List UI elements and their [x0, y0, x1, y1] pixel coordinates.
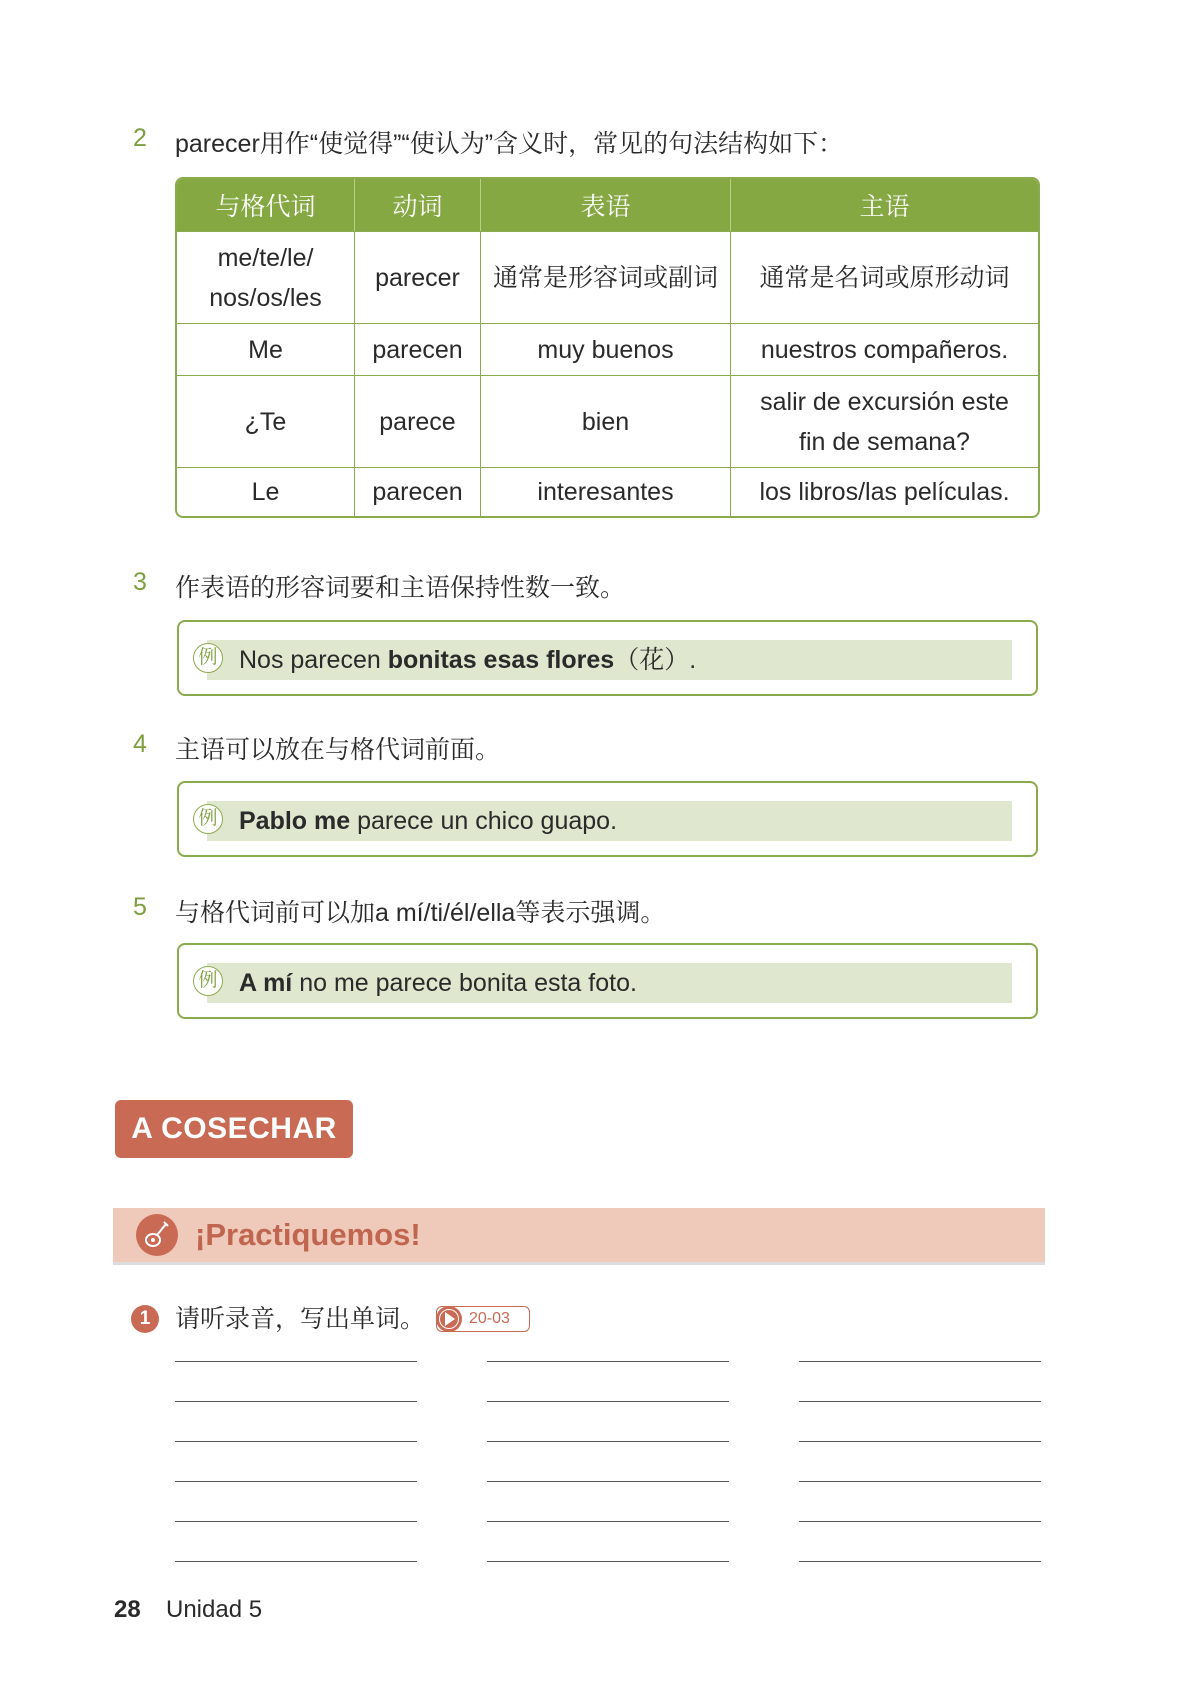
table-cell: interesantes [481, 467, 731, 516]
table-cell: muy buenos [481, 323, 731, 375]
answer-line[interactable] [175, 1521, 417, 1522]
table-cell: me/te/le/ nos/os/les [177, 231, 355, 323]
answer-line[interactable] [175, 1561, 417, 1562]
example-sentence: A mí no me parece bonita esta foto. [239, 969, 637, 997]
example-box [177, 620, 1038, 696]
example-box [177, 943, 1038, 1019]
point-text: 主语可以放在与格代词前面。 [175, 736, 501, 764]
answer-line[interactable] [487, 1441, 729, 1442]
unit-label: Unidad 5 [166, 1596, 263, 1623]
table-cell: nuestros compañeros. [731, 323, 1038, 375]
example-icon: 例 [193, 643, 223, 673]
answer-line[interactable] [799, 1481, 1041, 1482]
answer-line[interactable] [175, 1361, 417, 1362]
table-row [177, 231, 1038, 323]
example-box [177, 781, 1038, 857]
audio-track-button[interactable] [436, 1306, 530, 1332]
answer-line[interactable] [487, 1481, 729, 1482]
point-number: 5 [133, 893, 147, 921]
grammar-table [175, 177, 1040, 518]
example-sentence: Nos parecen bonitas esas flores（花）. [239, 646, 697, 674]
point-text: 作表语的形容词要和主语保持性数一致。 [175, 574, 626, 602]
answer-line[interactable] [799, 1561, 1041, 1562]
section-title-badge: A COSECHAR [115, 1100, 353, 1158]
point-text: parecer用作“使觉得”“使认为”含义时，常见的句法结构如下： [175, 130, 844, 158]
answer-line[interactable] [175, 1441, 417, 1442]
answer-line[interactable] [799, 1441, 1041, 1442]
answer-line[interactable] [487, 1361, 729, 1362]
table-cell: 通常是形容词或副词 [481, 231, 731, 323]
point-number: 2 [133, 124, 147, 152]
table-cell: bien [481, 375, 731, 467]
task-number-badge: 1 [131, 1305, 159, 1333]
table-cell: 通常是名词或原形动词 [731, 231, 1038, 323]
table-header: 主语 [731, 179, 1038, 231]
audio-track-label: 20-03 [469, 1310, 510, 1327]
table-cell: parecen [355, 323, 481, 375]
table-cell: salir de excursión este fin de semana? [731, 375, 1038, 467]
table-header: 与格代词 [177, 179, 355, 231]
table-header: 动词 [355, 179, 481, 231]
table-cell: ¿Te [177, 375, 355, 467]
guitar-icon [135, 1213, 179, 1257]
answer-line[interactable] [487, 1401, 729, 1402]
example-sentence: Pablo me parece un chico guapo. [239, 807, 618, 835]
table-row [177, 467, 1038, 516]
page-number: 28 [114, 1596, 141, 1623]
practice-title: ¡Practiquemos! [195, 1217, 421, 1252]
table-cell: los libros/las películas. [731, 467, 1038, 516]
table-cell: Me [177, 323, 355, 375]
answer-line[interactable] [175, 1481, 417, 1482]
answer-line[interactable] [799, 1401, 1041, 1402]
task-instruction: 请听录音，写出单词。 [175, 1305, 426, 1333]
answer-line[interactable] [799, 1521, 1041, 1522]
table-cell: Le [177, 467, 355, 516]
practice-band [113, 1208, 1045, 1265]
example-icon: 例 [193, 804, 223, 834]
table-cell: parece [355, 375, 481, 467]
table-cell: parecen [355, 467, 481, 516]
point-text: 与格代词前可以加a mí/ti/él/ella等表示强调。 [175, 899, 666, 927]
answer-line[interactable] [175, 1401, 417, 1402]
table-cell: parecer [355, 231, 481, 323]
point-number: 4 [133, 730, 147, 758]
table-row [177, 323, 1038, 375]
example-icon: 例 [193, 966, 223, 996]
answer-line[interactable] [799, 1361, 1041, 1362]
point-number: 3 [133, 568, 147, 596]
table-header-row [177, 179, 1038, 231]
table-row [177, 375, 1038, 467]
play-icon [436, 1306, 462, 1332]
answer-line[interactable] [487, 1561, 729, 1562]
table-header: 表语 [481, 179, 731, 231]
answer-line[interactable] [487, 1521, 729, 1522]
